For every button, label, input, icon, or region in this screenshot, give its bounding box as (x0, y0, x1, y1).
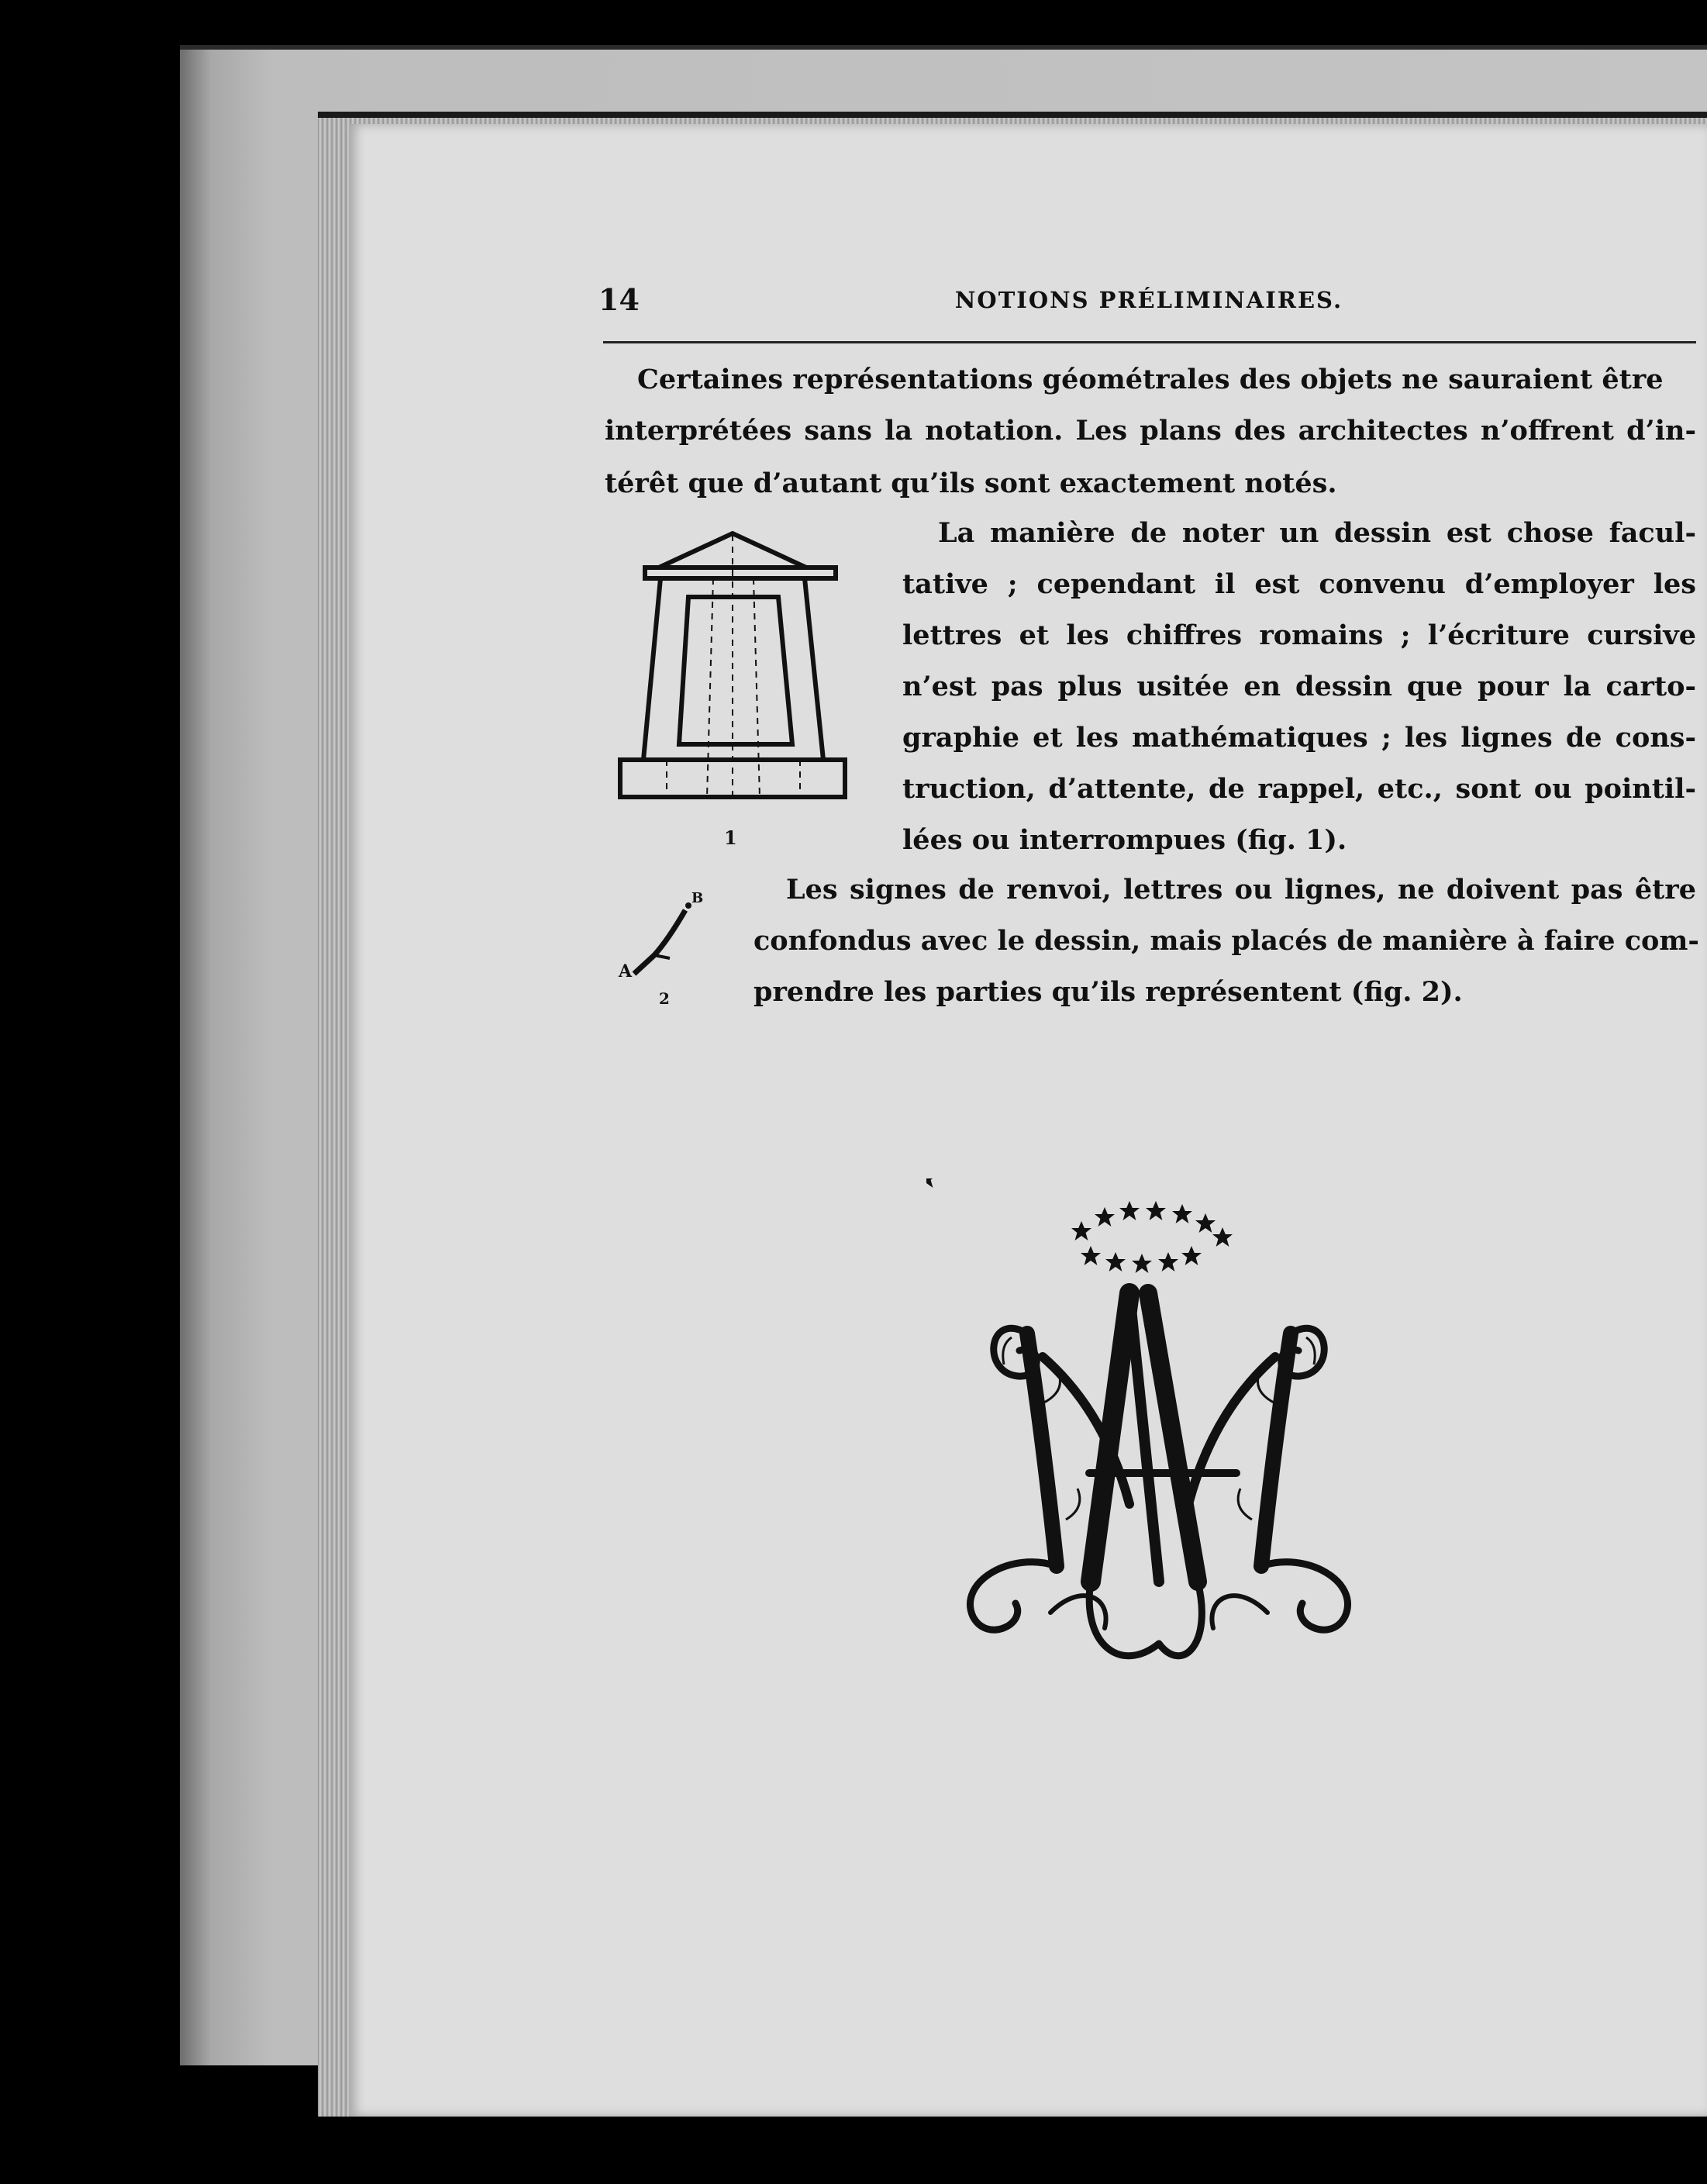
running-title: NOTIONS PRÉLIMINAIRES. (954, 287, 1343, 313)
figure-2-label-b: B (691, 890, 704, 906)
paragraph-2-line-3: lettres et les chiffres romains ; l’écriture cursive (902, 619, 1696, 651)
figure-2-reference-sign-drawing (611, 884, 712, 1000)
paragraph-1-line-2: interprétées sans la notation. Les plans des architectes n’offrent d’in- (605, 415, 1696, 447)
page-top-edge (318, 112, 1707, 118)
running-head (598, 282, 1699, 321)
figure-1-number: 1 (724, 826, 737, 849)
figure-2-label-a: A (619, 961, 633, 982)
paragraph-2-line-5: graphie et les mathématiques ; les lignes de cons- (902, 722, 1696, 754)
paragraph-1-line-1: Certaines représentations géométrales des objets ne sauraient être (637, 364, 1664, 395)
paragraph-2-line-1: La manière de noter un dessin est chose facul- (938, 517, 1696, 549)
header-rule (603, 341, 1696, 343)
paragraph-2-line-7: lées ou interrompues (fig. 1). (902, 824, 1347, 856)
paragraph-3-line-2: confondus avec le dessin, mais placés de manière à faire com- (753, 925, 1699, 957)
paragraph-3-line-3: prendre les parties qu’ils représentent (fig. 2). (753, 976, 1463, 1008)
paragraph-2-line-4: n’est pas plus usitée en dessin que pour la carto- (902, 671, 1696, 702)
paragraph-3-line-1: Les signes de renvoi, lettres ou lignes, ne doivent pas être (786, 874, 1696, 906)
marian-monogram-ornament (926, 1178, 1391, 1690)
monogram-letters (971, 1293, 1348, 1656)
figure-1-pedestal-drawing (612, 527, 853, 822)
star-crown-icon (926, 1178, 1233, 1273)
paragraph-1-line-3: térêt que d’autant qu’ils sont exactement notés. (605, 468, 1337, 499)
paragraph-2-line-6: truction, d’attente, de rappel, etc., sont ou pointil- (902, 773, 1696, 805)
paragraph-2-line-2: tative ; cependant il est convenu d’employer les (902, 568, 1696, 600)
page-number: 14 (598, 282, 640, 317)
figure-2-number: 2 (659, 989, 670, 1008)
